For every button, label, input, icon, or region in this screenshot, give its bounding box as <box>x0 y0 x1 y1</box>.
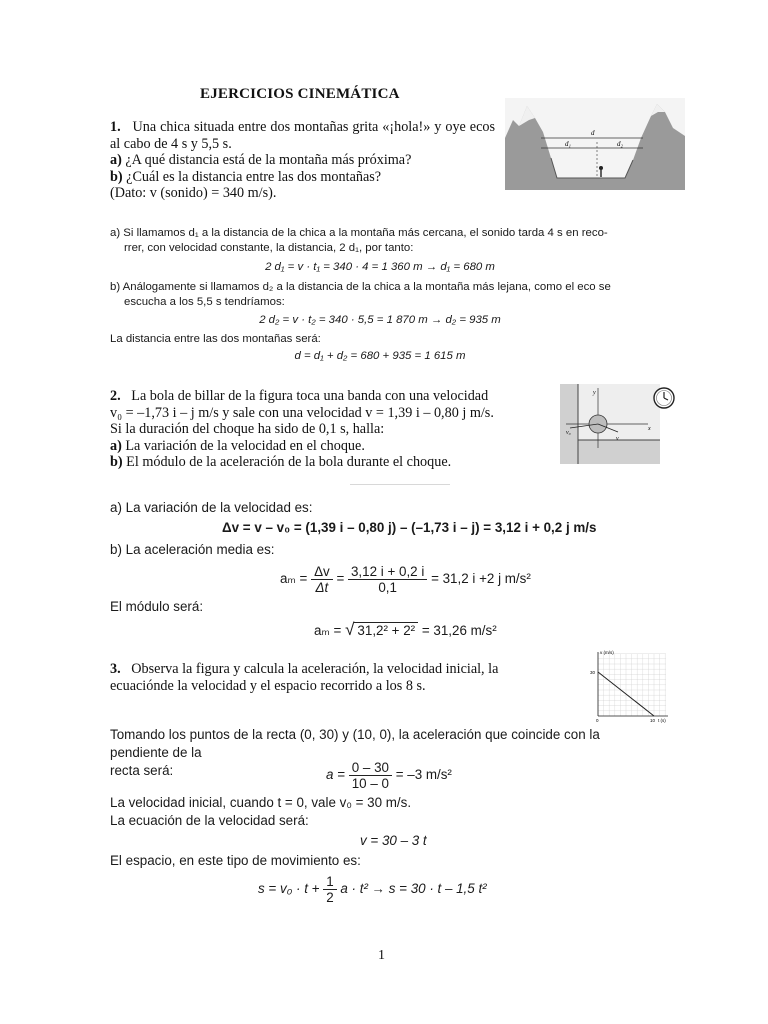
exercise-3-line1: Observa la figura y calcula la aceleración, la velocidad inicial, la <box>131 661 499 677</box>
solution-1-c-line: La distancia entre las dos montañas será: <box>110 333 321 345</box>
figure-label-v: v <box>616 436 619 442</box>
velocity-time-graph <box>588 648 672 724</box>
exercise-3-line2: ecuaciónde la velocidad y el espacio recorrido a los 8 s. <box>110 677 426 694</box>
exercise-2-statement <box>110 388 555 471</box>
sqrt-radicand: 31,2² + 2² <box>354 622 418 638</box>
solution-2-b-rhs: = 31,2 i +2 j m/s² <box>431 571 531 587</box>
fraction-dv-dt <box>311 564 333 595</box>
solution-2-c-equation <box>314 620 497 640</box>
figure-label-d: d <box>591 129 595 137</box>
exercise-2-line1: La bola de billar de la figura toca una banda con una velocidad <box>131 388 489 404</box>
exercise-1-a-text: ¿A qué distancia está de la montaña más próxima? <box>125 152 412 168</box>
solution-3-v0-line: La velocidad inicial, cuando t = 0, vale v₀ = 30 m/s. <box>110 795 412 810</box>
exercise-1-statement <box>110 119 495 202</box>
solution-2-c-rhs: = 31,26 m/s² <box>421 623 497 638</box>
exercise-1-b-label: b) <box>110 168 123 185</box>
solution-1-a-equation: 2 d₁ = v · t₁ = 340 · 4 = 1 360 m → d₁ = 680 m <box>265 261 495 273</box>
solution-3-acceleration <box>326 760 452 791</box>
figure-label-v0: v₀ <box>566 430 571 436</box>
solution-3-s-line: El espacio, en este tipo de movimiento es: <box>110 853 361 868</box>
graph-tick-y30: 30 <box>590 670 596 675</box>
section-divider <box>350 484 450 485</box>
fraction-half-num: 1 <box>323 874 336 890</box>
fraction-slope <box>349 760 392 791</box>
clock-icon <box>652 386 676 410</box>
solution-2-b-lhs: aₘ = <box>280 571 308 587</box>
exercise-1-text: Una chica situada entre dos montañas grita «¡hola!» y oye ecos al cabo de 4 s y 5,5 s. <box>110 119 495 152</box>
exercise-1-a-label: a) <box>110 152 122 168</box>
solution-3-a-rhs: = –3 m/s² <box>395 767 452 783</box>
solution-3-vel-equation: v = 30 – 3 t <box>360 833 427 848</box>
solution-2-b-equation: aₘ = $\frac{\Delta v}{\Delta t}$ = $\frac{3,12 i + 0,2 i}{0,1}$ = 31,2 i +2 j m/s² <box>280 564 531 595</box>
exercise-2-number: 2. <box>110 388 121 404</box>
figure-label-d1: d₁ <box>565 140 571 148</box>
page-number: 1 <box>378 948 385 963</box>
fraction-slope-den: 10 – 0 <box>351 776 389 791</box>
exercise-2-a-text: La variación de la velocidad en el choque. <box>125 437 365 454</box>
figure-label-d2: d₂ <box>617 140 623 148</box>
fraction-half-den: 2 <box>326 890 334 905</box>
solution-1-a-line2: rrer, con velocidad constante, la distancia, 2 d₁, por tanto: <box>124 242 414 254</box>
fraction-value <box>348 564 427 595</box>
solution-3-s-equation <box>258 874 487 905</box>
solution-1-b-equation: 2 d₂ = v · t₂ = 340 · 5,5 = 1 870 m → d₂ = 935 m <box>259 314 501 326</box>
solution-3-s-lhs: s = v₀ · t + <box>258 881 320 897</box>
fraction-value-num: 3,12 i + 0,2 i <box>348 564 427 580</box>
fraction-half <box>323 874 336 905</box>
solution-1-a <box>110 226 650 256</box>
graph-tick-x0: 0 <box>596 718 599 723</box>
solution-2-b-line: b) La aceleración media es: <box>110 542 275 557</box>
solution-1-b-line1: b) Análogamente si llamamos d₂ a la distancia de la chica a la montaña más lejana, como el eco se <box>110 281 611 293</box>
fraction-value-den: 0,1 <box>378 580 397 595</box>
solution-3-vel-line: La ecuación de la velocidad será: <box>110 813 309 828</box>
solution-1-b-line2: escucha a los 5,5 s tendríamos: <box>124 296 285 308</box>
billiard-figure <box>560 384 660 464</box>
exercise-2-a-label: a) <box>110 437 122 454</box>
figure-label-y: y <box>593 390 596 396</box>
exercise-3-number: 3. <box>110 661 121 677</box>
exercise-2-line3: Si la duración del choque ha sido de 0,1 s, halla: <box>110 421 385 437</box>
solution-3-line1: Tomando los puntos de la recta (0, 30) y (10, 0), la aceleración que coincide con la pendiente de la <box>110 727 600 760</box>
exercise-1-number: 1. <box>110 119 121 135</box>
solution-2-c-lhs: aₘ = <box>314 623 342 638</box>
solution-1-a-line1: a) Si llamamos d₁ a la distancia de la chica a la montaña más cercana, el sonido tarda 4 s en reco- <box>110 227 608 239</box>
graph-tick-x10: 10 <box>650 718 656 723</box>
exercise-2-line2: v₀ = –1,73 i – j m/s y sale con una velocidad v = 1,39 i – 0,80 j m/s. <box>110 404 494 421</box>
fraction-dv-num: Δv <box>311 564 333 580</box>
exercise-2-b-label: b) <box>110 454 123 470</box>
exercise-1-b-text: ¿Cuál es la distancia entre las dos montañas? <box>126 168 382 185</box>
solution-2-c-line: El módulo será: <box>110 599 204 614</box>
solution-2-a-line: a) La variación de la velocidad es: <box>110 500 313 515</box>
exercise-2-b-text: El módulo de la aceleración de la bola durante el choque. <box>126 454 452 470</box>
page-title: EJERCICIOS CINEMÁTICA <box>200 86 400 102</box>
solution-2-a-equation: Δv = v – v₀ = (1,39 i – 0,80 j) – (–1,73 i – j) = 3,12 i + 0,2 j m/s <box>222 520 597 535</box>
fraction-dt-den: Δt <box>315 580 329 595</box>
graph-xlabel: t (s) <box>658 718 666 723</box>
solution-3-line2: recta será: <box>110 763 174 778</box>
exercise-1-data: (Dato: v (sonido) = 340 m/s). <box>110 185 277 201</box>
solution-3-a-lhs: a = <box>326 767 345 783</box>
mountains-figure <box>505 98 685 190</box>
solution-1-c-equation: d = d₁ + d₂ = 680 + 935 = 1 615 m <box>294 350 466 362</box>
fraction-slope-num: 0 – 30 <box>349 760 392 776</box>
graph-ylabel: v (m/s) <box>600 650 614 655</box>
solution-1-b <box>110 280 650 310</box>
solution-3-s-rhs: a · t² → s = 30 · t – 1,5 t² <box>340 881 487 897</box>
exercise-3-statement <box>110 661 570 694</box>
sqrt-symbol: √ <box>345 620 355 639</box>
figure-label-x: x <box>648 426 651 432</box>
